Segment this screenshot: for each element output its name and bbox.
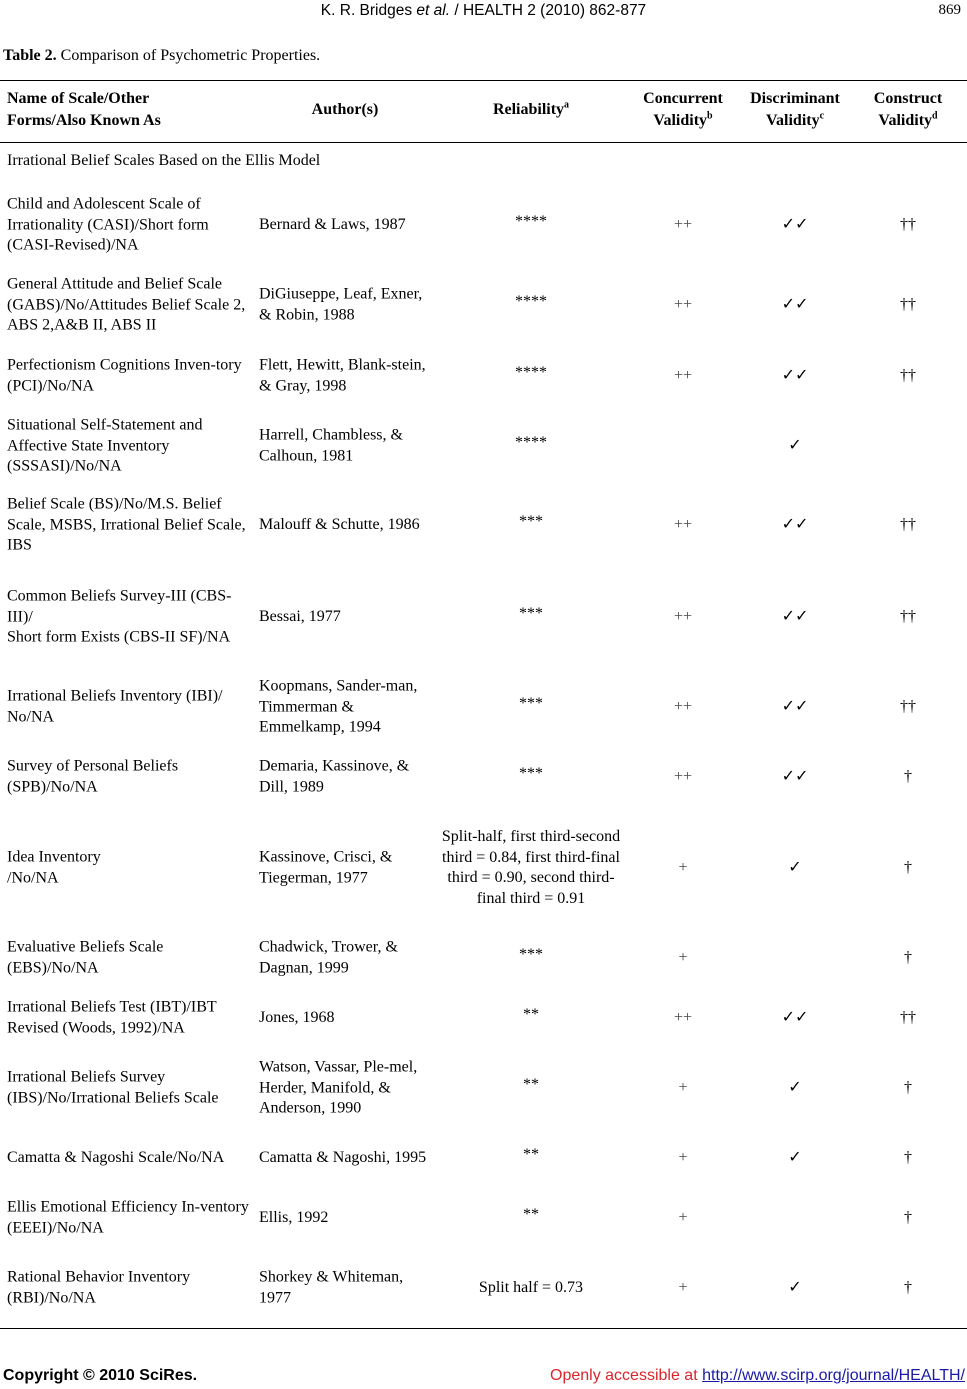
authors-cell: Jones, 1968: [259, 1008, 335, 1026]
reliability-cell: ***: [519, 604, 543, 622]
scale-name-cell: Irrational Beliefs Inventory (IBI)/ No/NA: [7, 687, 223, 725]
construct-validity-cell: †: [904, 1278, 912, 1296]
construct-validity-cell: ††: [900, 366, 916, 384]
header-name-line2: Forms/Also Known As: [7, 112, 161, 129]
authors-cell: Camatta & Nagoshi, 1995: [259, 1148, 427, 1166]
construct-validity-cell: ††: [900, 515, 916, 533]
scale-name-cell: Child and Adolescent Scale of Irrationality (CASI)/Short form (CASI-Revised)/NA: [7, 195, 209, 254]
reliability-cell: ****: [515, 363, 547, 381]
header-concurrent-line2-text: Validity: [653, 112, 708, 129]
header-construct-sup: d: [932, 110, 938, 122]
section-title: Irrational Belief Scales Based on the Ellis Model: [7, 152, 321, 169]
scale-name-cell: Irrational Beliefs Test (IBT)/IBT Revised (Woods, 1992)/NA: [7, 998, 217, 1036]
construct-validity-cell: †: [904, 858, 912, 876]
concurrent-validity-cell: +: [678, 1078, 688, 1096]
discriminant-validity-cell: ✓: [788, 1078, 802, 1096]
table-row: [0, 928, 967, 988]
concurrent-validity-cell: ++: [673, 697, 693, 715]
scale-name-cell: Irrational Beliefs Survey (IBS)/No/Irrational Beliefs Scale: [7, 1068, 219, 1106]
authors-cell: Ellis, 1992: [259, 1208, 329, 1226]
discriminant-validity-cell: ✓: [788, 436, 802, 454]
scale-name-cell: Idea Inventory /No/NA: [7, 848, 101, 886]
authors-cell: Shorkey & Whiteman, 1977: [259, 1268, 404, 1306]
table-row: [0, 747, 967, 807]
header-discriminant-sup: c: [819, 110, 825, 122]
discriminant-validity-cell: ✓✓: [781, 515, 809, 533]
concurrent-validity-cell: +: [678, 948, 688, 966]
header-construct-line1: Construct: [873, 90, 943, 107]
header-reliability-sup: a: [564, 99, 570, 111]
discriminant-validity-cell: ✓✓: [781, 366, 809, 384]
construct-validity-cell: †: [904, 1148, 912, 1166]
scale-name-cell: Evaluative Beliefs Scale (EBS)/No/NA: [7, 938, 164, 976]
authors-cell: Kassinove, Crisci, & Tiegerman, 1977: [259, 848, 393, 886]
concurrent-validity-cell: ++: [673, 607, 693, 625]
table-row: [0, 1058, 967, 1118]
reliability-cell: **: [523, 1145, 539, 1163]
reliability-cell: ***: [519, 945, 543, 963]
table-row: [0, 346, 967, 406]
footer-url-link[interactable]: http://www.scirp.org/journal/HEALTH/: [702, 1367, 965, 1384]
concurrent-validity-cell: ++: [673, 366, 693, 384]
scale-name-cell: Common Beliefs Survey-III (CBS-III)/ Short form Exists (CBS-II SF)/NA: [7, 587, 232, 646]
authors-cell: Demaria, Kassinove, & Dill, 1989: [259, 757, 410, 795]
scale-name-cell: Perfectionism Cognitions Inven-tory (PCI)/No/NA: [7, 356, 242, 394]
reliability-cell: **: [523, 1075, 539, 1093]
header-construct-line2-text: Validity: [878, 112, 933, 129]
construct-validity-cell: †: [904, 948, 912, 966]
authors-cell: Bessai, 1977: [259, 607, 341, 625]
concurrent-validity-cell: +: [678, 858, 688, 876]
discriminant-validity-cell: ✓: [788, 1278, 802, 1296]
table-row: [0, 677, 967, 737]
scale-name-cell: Belief Scale (BS)/No/M.S. Belief Scale, MSBS, Irrational Belief Scale, IBS: [7, 495, 246, 554]
reliability-cell: Split half = 0.73: [478, 1278, 584, 1296]
reliability-cell: ****: [515, 433, 547, 451]
table-row: [0, 988, 967, 1048]
table-row: [0, 275, 967, 335]
reliability-cell: ***: [519, 764, 543, 782]
discriminant-validity-cell: ✓✓: [781, 607, 809, 625]
reliability-cell: **: [523, 1005, 539, 1023]
running-head-authors: K. R. Bridges: [320, 2, 413, 19]
header-discriminant-line2-text: Validity: [765, 112, 820, 129]
scale-name-cell: Ellis Emotional Efficiency In-ventory (EEEI)/No/NA: [7, 1198, 249, 1236]
construct-validity-cell: †: [904, 1208, 912, 1226]
discriminant-validity-cell: ✓: [788, 1148, 802, 1166]
discriminant-validity-cell: ✓✓: [781, 697, 809, 715]
page-number: 869: [938, 2, 961, 18]
table-row: [0, 1188, 967, 1248]
table-row: [0, 828, 967, 907]
table-row: [0, 1128, 967, 1188]
scale-name-cell: Situational Self-Statement and Affective State Inventory (SSSASI)/No/NA: [7, 416, 203, 475]
table-row: [0, 195, 967, 255]
footer-copyright: Copyright © 2010 SciRes.: [3, 1367, 198, 1384]
authors-cell: Chadwick, Trower, & Dagnan, 1999: [259, 938, 398, 976]
scale-name-cell: Survey of Personal Beliefs (SPB)/No/NA: [7, 757, 179, 795]
construct-validity-cell: ††: [900, 697, 916, 715]
footer-access-text: Openly accessible at: [550, 1367, 703, 1384]
authors-cell: Koopmans, Sander-man, Timmerman & Emmelkamp, 1994: [259, 677, 418, 736]
construct-validity-cell: †: [904, 767, 912, 785]
table-caption-label: Table 2.: [3, 47, 57, 64]
table-row: [0, 587, 967, 647]
table-row: [0, 1258, 967, 1318]
authors-cell: DiGiuseppe, Leaf, Exner, & Robin, 1988: [259, 285, 423, 323]
scale-name-cell: Camatta & Nagoshi Scale/No/NA: [7, 1148, 225, 1166]
concurrent-validity-cell: ++: [673, 1008, 693, 1026]
header-concurrent-line1: Concurrent: [643, 90, 723, 107]
authors-cell: Flett, Hewitt, Blank-stein, & Gray, 1998: [259, 356, 426, 394]
authors-cell: Malouff & Schutte, 1986: [259, 515, 420, 533]
reliability-cell: ****: [515, 212, 547, 230]
concurrent-validity-cell: +: [678, 1208, 688, 1226]
scale-name-cell: Rational Behavior Inventory (RBI)/No/NA: [7, 1268, 191, 1306]
discriminant-validity-cell: ✓: [788, 858, 802, 876]
reliability-cell: **: [523, 1205, 539, 1223]
authors-cell: Watson, Vassar, Ple-mel, Herder, Manifold, & Anderson, 1990: [259, 1058, 418, 1117]
scale-name-cell: General Attitude and Belief Scale (GABS)/No/Attitudes Belief Scale 2, ABS 2,A&B II, ABS II: [7, 275, 246, 334]
discriminant-validity-cell: ✓✓: [781, 1008, 809, 1026]
table-bottom-rule: [0, 1328, 967, 1329]
table-row: [0, 416, 967, 476]
reliability-cell: ****: [515, 292, 547, 310]
reliability-cell: ***: [519, 694, 543, 712]
header-name-line1: Name of Scale/Other: [7, 90, 150, 107]
authors-cell: Harrell, Chambless, & Calhoun, 1981: [259, 426, 403, 464]
running-head-journal: / HEALTH 2 (2010) 862-877: [450, 2, 647, 19]
construct-validity-cell: ††: [900, 607, 916, 625]
header-authors: Author(s): [311, 101, 379, 118]
concurrent-validity-cell: +: [678, 1278, 688, 1296]
header-reliability-text: Reliability: [492, 101, 565, 118]
construct-validity-cell: ††: [900, 215, 916, 233]
table-row: [0, 495, 967, 555]
construct-validity-cell: †: [904, 1078, 912, 1096]
reliability-cell: Split-half, first third-second third = 0.84, first third-final third = 0.90, second third-final third = 0.91: [441, 828, 621, 907]
authors-cell: Bernard & Laws, 1987: [259, 215, 406, 233]
running-head-etal: et al.: [416, 2, 451, 19]
discriminant-validity-cell: ✓✓: [781, 295, 809, 313]
concurrent-validity-cell: ++: [673, 767, 693, 785]
concurrent-validity-cell: +: [678, 1148, 688, 1166]
concurrent-validity-cell: ++: [673, 515, 693, 533]
header-concurrent-sup: b: [707, 110, 713, 122]
header-discriminant-line1: Discriminant: [750, 90, 840, 107]
concurrent-validity-cell: ++: [673, 295, 693, 313]
footer-access: [550, 1367, 965, 1385]
concurrent-validity-cell: ++: [673, 215, 693, 233]
discriminant-validity-cell: ✓✓: [781, 215, 809, 233]
construct-validity-cell: ††: [900, 1008, 916, 1026]
reliability-cell: ***: [519, 512, 543, 530]
construct-validity-cell: ††: [900, 295, 916, 313]
table-caption-text: Comparison of Psychometric Properties.: [56, 47, 321, 64]
discriminant-validity-cell: ✓✓: [781, 767, 809, 785]
